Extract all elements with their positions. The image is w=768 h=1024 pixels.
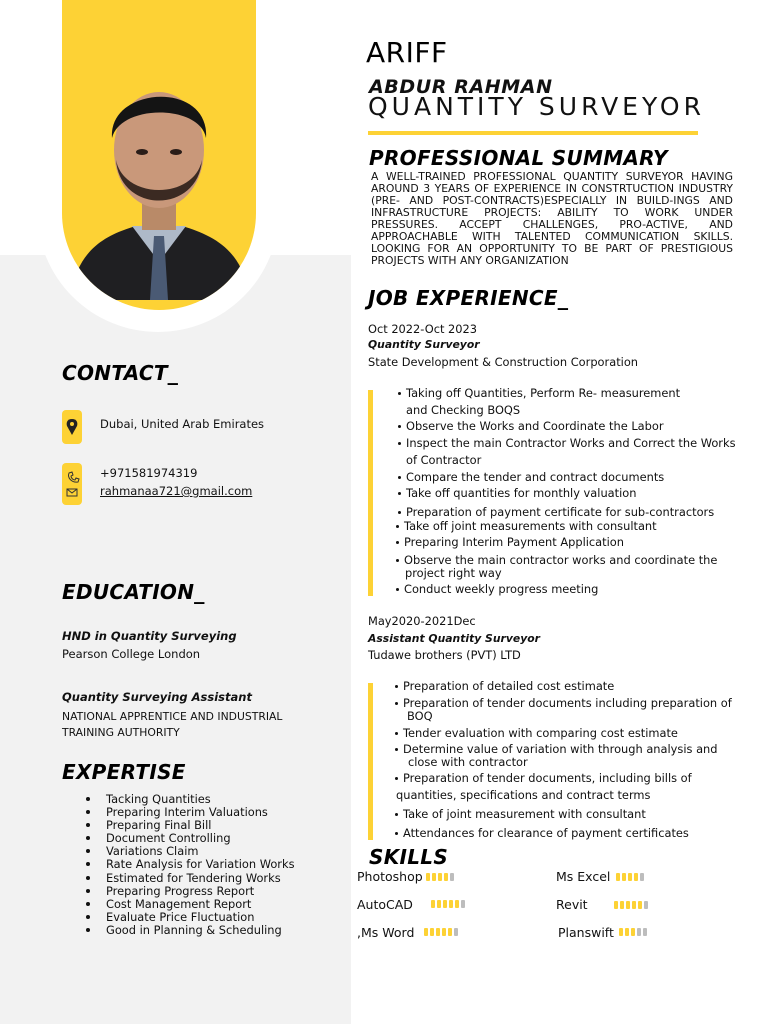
job-duty: Take off joint measurements with consultant: [396, 520, 657, 534]
job-duty: Inspect the main Contractor Works and Correct the Works: [398, 437, 736, 451]
skill-rating: [426, 873, 454, 881]
job-duty: Observe the Works and Coordinate the Labor: [398, 420, 664, 434]
contact-phone: +971581974319: [100, 466, 198, 480]
rating-bar: [444, 873, 448, 881]
job-duty: project right way: [405, 566, 502, 580]
contact-email[interactable]: rahmanaa721@gmail.com: [100, 484, 253, 498]
job-accent-bar: [368, 390, 373, 596]
contact-heading: CONTACT_: [62, 361, 179, 385]
skill-name: Photoshop: [357, 869, 423, 884]
expertise-item: Cost Management Report: [86, 898, 295, 911]
contact-location: Dubai, United Arab Emirates: [100, 417, 265, 431]
expertise-item: Good in Planning & Scheduling: [86, 924, 295, 937]
rating-bar: [638, 901, 642, 909]
rating-bar: [644, 901, 648, 909]
job-duty: Attendances for clearance of payment certificates: [395, 827, 689, 841]
skill-name: Ms Excel: [556, 869, 611, 884]
skill-name: AutoCAD: [357, 897, 413, 912]
job-duty: Preparing Interim Payment Application: [396, 536, 624, 550]
job-duty: Observe the main contractor works and coordinate the: [396, 554, 717, 568]
rating-bar: [628, 873, 632, 881]
rating-bar: [426, 873, 430, 881]
skill-name: ,Ms Word: [357, 925, 415, 940]
rating-bar: [430, 928, 434, 936]
job-duty: Take of joint measurement with consultant: [395, 808, 646, 822]
rating-bar: [643, 928, 647, 936]
phone-email-icon: [62, 463, 82, 505]
skill-rating: [614, 901, 648, 909]
rating-bar: [450, 873, 454, 881]
summary-heading: PROFESSIONAL SUMMARY: [369, 146, 668, 170]
job-period: Oct 2022-Oct 2023: [368, 322, 478, 336]
job-duty: close with contractor: [408, 755, 528, 769]
education-qualification: Quantity Surveying Assistant: [62, 690, 252, 704]
rating-bar: [625, 928, 629, 936]
expertise-item: Preparing Progress Report: [86, 885, 295, 898]
skill-rating: [619, 928, 647, 936]
rating-bar: [448, 928, 452, 936]
job-duty: Take off quantities for monthly valuation: [398, 487, 636, 501]
rating-bar: [461, 900, 465, 908]
location-pin-icon: [62, 410, 82, 444]
rating-bar: [640, 873, 644, 881]
rating-bar: [637, 928, 641, 936]
education-heading: EDUCATION_: [62, 580, 205, 604]
job-period: May2020-2021Dec: [368, 614, 476, 628]
education-institution: TRAINING AUTHORITY: [62, 726, 180, 739]
experience-heading: JOB EXPERIENCE_: [368, 286, 569, 310]
rating-bar: [438, 873, 442, 881]
job-role: Assistant Quantity Surveyor: [368, 632, 540, 645]
job-title: QUANTITY SURVEYOR: [368, 92, 705, 121]
skill-rating: [431, 900, 465, 908]
rating-bar: [614, 901, 618, 909]
profile-photo: [62, 0, 256, 310]
expertise-item: Tacking Quantities: [86, 793, 295, 806]
job-duty: and Checking BOQS: [406, 403, 521, 417]
job-duty: Compare the tender and contract documents: [398, 471, 664, 485]
job-role: Quantity Surveyor: [368, 338, 480, 351]
rating-bar: [631, 928, 635, 936]
expertise-list: [86, 793, 295, 937]
job-duty: BOQ: [407, 709, 433, 723]
job-duty: Tender evaluation with comparing cost estimate: [395, 727, 678, 741]
rating-bar: [632, 901, 636, 909]
rating-bar: [626, 901, 630, 909]
skill-name: Revit: [556, 897, 588, 912]
rating-bar: [616, 873, 620, 881]
education-institution: NATIONAL APPRENTICE AND INDUSTRIAL: [62, 710, 283, 723]
expertise-item: Preparing Final Bill: [86, 819, 295, 832]
rating-bar: [622, 873, 626, 881]
rating-bar: [442, 928, 446, 936]
rating-bar: [437, 900, 441, 908]
job-duty: quantities, specifications and contract terms: [396, 788, 651, 802]
expertise-item: Variations Claim: [86, 845, 295, 858]
job-company: State Development & Construction Corporation: [368, 355, 639, 369]
rating-bar: [424, 928, 428, 936]
rating-bar: [449, 900, 453, 908]
first-name: ARIFF: [366, 36, 448, 69]
last-name: ABDUR RAHMAN: [369, 76, 553, 98]
rating-bar: [634, 873, 638, 881]
job-company: Tudawe brothers (PVT) LTD: [368, 648, 521, 662]
education-institution: Pearson College London: [62, 647, 201, 661]
rating-bar: [443, 900, 447, 908]
job-duty: Taking off Quantities, Perform Re- measurement: [398, 387, 680, 401]
expertise-item: Estimated for Tendering Works: [86, 872, 295, 885]
expertise-item: Rate Analysis for Variation Works: [86, 858, 295, 871]
skill-rating: [424, 928, 458, 936]
education-qualification: HND in Quantity Surveying: [62, 629, 237, 643]
expertise-item: Preparing Interim Valuations: [86, 806, 295, 819]
rating-bar: [619, 928, 623, 936]
job-duty: Preparation of tender documents, including bills of: [395, 772, 692, 786]
rating-bar: [454, 928, 458, 936]
job-duty: Preparation of payment certificate for sub-contractors: [398, 506, 714, 520]
expertise-heading: EXPERTISE: [62, 760, 186, 784]
rating-bar: [432, 873, 436, 881]
job-duty: Preparation of detailed cost estimate: [395, 680, 614, 694]
rating-bar: [620, 901, 624, 909]
job-duty: of Contractor: [406, 453, 482, 467]
summary-text: A WELL-TRAINED PROFESSIONAL QUANTITY SURVEYOR HAVING AROUND 3 YEARS OF EXPERIENCE IN CONSTRTUCTION INDUSTRY (PRE- AND POST-CONTRACTS)ESPECIALLY IN BUILD-INGS AND INFRASTRUCTURE PROJECTS: ABILITY TO WORK UNDER PRESSURES. ACCEPT CHALLENGES, PRO-ACTIVE, AND APPROACHABLE WITH TALENTED COMMUNICATION SKILLS. LOOKING FOR AN OPPORTUNITY TO BE PART OF PRESTIGIOUS PROJECTS WITH ANY ORGANIZATION: [371, 170, 733, 267]
rating-bar: [455, 900, 459, 908]
job-duty: Conduct weekly progress meeting: [396, 583, 598, 597]
expertise-item: Evaluate Price Fluctuation: [86, 911, 295, 924]
skills-heading: SKILLS: [369, 845, 449, 869]
job-duty: Determine value of variation with through analysis and: [395, 743, 718, 757]
skill-name: Planswift: [558, 925, 614, 940]
title-underline: [368, 131, 698, 135]
skill-rating: [616, 873, 644, 881]
expertise-item: Document Controlling: [86, 832, 295, 845]
rating-bar: [436, 928, 440, 936]
job-accent-bar: [368, 683, 373, 840]
rating-bar: [431, 900, 435, 908]
job-duty: Preparation of tender documents including preparation of: [395, 697, 732, 711]
